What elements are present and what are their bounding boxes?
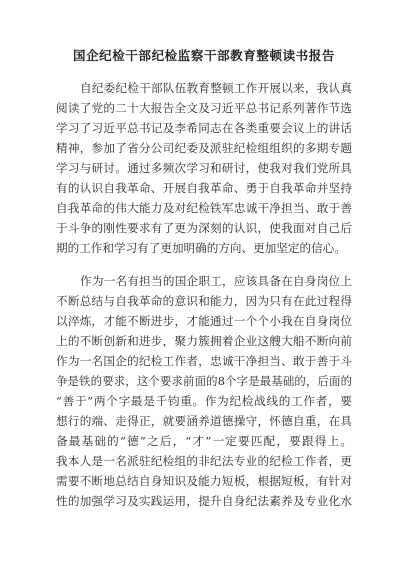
paragraph-2-line-3: 以淬炼，才能不断进步，才能通过一个个小我在自身岗位 <box>56 314 352 328</box>
paragraph-2-line-9: 备最基础的“德”之后，“才”一定要匹配，要跟得上。 <box>56 434 352 448</box>
paragraph-2-line-7: “善于”两个字最是千钧重。作为纪检战线的工作者，要 <box>56 394 352 408</box>
paragraph-1-line-9: 期的工作和学习有了更加明确的方向、更加坚定的信心。 <box>56 241 346 255</box>
paragraph-1-line-5: 学习与研讨。通过多频次学习和研讨，使我对我们党所具 <box>56 161 352 175</box>
paragraph-2-line-1: 作为一名有担当的国企职工，应该具备在自身岗位上 <box>80 274 352 288</box>
paragraph-2-line-11: 需要不断地总结自身知识及能力短板，根据短板，有针对 <box>56 474 352 488</box>
paragraph-1-line-4: 精神，参加了省分公司纪委及派驻纪检组组织的多期专题 <box>56 141 352 155</box>
paragraph-2-line-4: 上的不断创新和进步，聚力簇拥着企业这艘大船不断向前 <box>56 334 352 348</box>
paragraph-1-line-6: 有的认识自我革命、开展自我革命、勇于自我革命并坚持 <box>56 181 352 195</box>
paragraph-2-line-10: 我本人是一名派驻纪检组的非纪法专业的纪检工作者，更 <box>56 454 352 468</box>
paragraph-2-line-12: 性的加强学习及实践运用，提升自身纪法素养及专业化水 <box>56 494 352 508</box>
document-title: 国企纪检干部纪检监察干部教育整顿读书报告 <box>72 48 335 63</box>
paragraph-2-line-2: 不断总结与自我革命的意识和能力，因为只有在此过程得 <box>56 294 352 308</box>
paragraph-2-line-8: 想行的端、走得正，就要涵养道德操守，怀德自重，在具 <box>56 414 352 428</box>
paragraph-1-line-7: 自我革命的伟大能力及对纪检铁军忠诚干净担当、敢于善 <box>56 201 352 215</box>
paragraph-1-line-8: 于斗争的刚性要求有了更为深刻的认识，使我面对自己后 <box>56 221 352 235</box>
paragraph-1-line-1: 自纪委纪检干部队伍教育整顿工作开展以来，我认真 <box>80 81 352 95</box>
paragraph-2-line-5: 作为一名国企的纪检工作者，忠诚干净担当、敢于善于斗 <box>56 354 352 368</box>
paragraph-2-line-6: 争是铁的要求，这个要求前面的8个字是最基础的，后面的 <box>56 374 352 388</box>
paragraph-1-line-2: 阅读了党的二十大报告全文及习近平总书记系列著作节选 <box>56 101 352 115</box>
paragraph-1-line-3: 学习了习近平总书记及李希同志在各类重要会议上的讲话 <box>56 121 352 135</box>
